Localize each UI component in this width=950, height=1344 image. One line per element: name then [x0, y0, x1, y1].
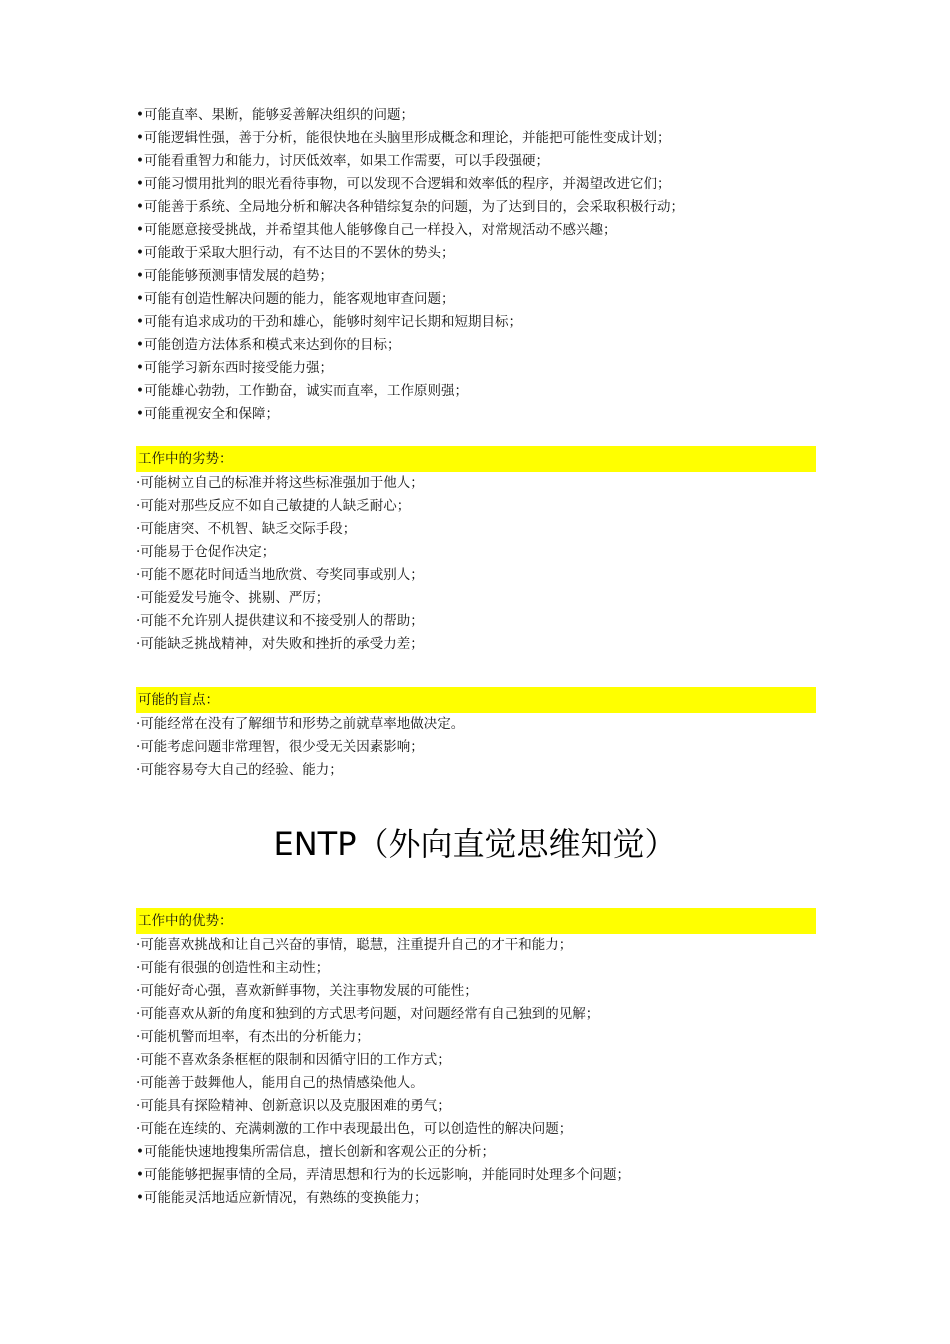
strengths-list-continued: [136, 104, 816, 426]
list-item: ·可能好奇心强，喜欢新鲜事物，关注事物发展的可能性；: [136, 983, 478, 999]
entp-strengths-section: [136, 908, 816, 1210]
list-item: ·可能对那些反应不如自己敏捷的人缺乏耐心；: [136, 498, 411, 514]
list-item: •可能雄心勃勃，工作勤奋，诚实而直率，工作原则强；: [136, 383, 468, 399]
list-item: ·可能容易夸大自己的经验、能力；: [136, 762, 343, 778]
list-item: ·可能不愿花时间适当地欣赏、夸奖同事或别人；: [136, 567, 424, 583]
list-item: •可能能够把握事情的全局，弄清思想和行为的长远影响，并能同时处理多个问题；: [136, 1167, 630, 1183]
list-item: ·可能经常在没有了解细节和形势之前就草率地做决定。: [136, 716, 465, 732]
list-item: •可能重视安全和保障；: [136, 406, 279, 422]
list-item: •可能能灵活地适应新情况，有熟练的变换能力；: [136, 1190, 428, 1206]
list-item: •可能能快速地搜集所需信息，擅长创新和客观公正的分析；: [136, 1144, 495, 1160]
list-item: •可能直率、果断，能够妥善解决组织的问题；: [136, 107, 414, 123]
list-item: •可能愿意接受挑战，并希望其他人能够像自己一样投入，对常规活动不感兴趣；: [136, 222, 617, 238]
list-item: •可能能够预测事情发展的趋势；: [136, 268, 333, 284]
blindspots-section: [136, 687, 816, 782]
entp-strengths-heading: 工作中的优势：: [136, 908, 816, 934]
list-item: ·可能机警而坦率，有杰出的分析能力；: [136, 1029, 370, 1045]
list-item: •可能善于系统、全局地分析和解决各种错综复杂的问题，为了达到目的，会采取积极行动；: [136, 199, 684, 215]
weaknesses-section: [136, 446, 816, 656]
section-title: ENTP（外向直觉思维知觉）: [273, 825, 677, 863]
list-item: ·可能喜欢从新的角度和独到的方式思考问题，对问题经常有自己独到的见解；: [136, 1006, 600, 1022]
list-item: ·可能有很强的创造性和主动性；: [136, 960, 330, 976]
list-item: ·可能树立自己的标准并将这些标准强加于他人；: [136, 475, 424, 491]
list-item: •可能习惯用批判的眼光看待事物，可以发现不合逻辑和效率低的程序，并渴望改进它们；: [136, 176, 671, 192]
blindspots-heading: 可能的盲点：: [136, 687, 816, 713]
list-item: ·可能善于鼓舞他人，能用自己的热情感染他人。: [136, 1075, 424, 1091]
list-item: ·可能缺乏挑战精神，对失败和挫折的承受力差；: [136, 636, 424, 652]
list-item: ·可能喜欢挑战和让自己兴奋的事情，聪慧，注重提升自己的才干和能力；: [136, 937, 573, 953]
weaknesses-heading: 工作中的劣势：: [136, 446, 816, 472]
list-item: ·可能考虑问题非常理智，很少受无关因素影响；: [136, 739, 424, 755]
list-item: •可能敢于采取大胆行动，有不达目的不罢休的势头；: [136, 245, 455, 261]
list-item: ·可能具有探险精神、创新意识以及克服困难的勇气；: [136, 1098, 451, 1114]
list-item: ·可能易于仓促作决定；: [136, 544, 276, 560]
list-item: ·可能爱发号施令、挑剔、严厉；: [136, 590, 330, 606]
list-item: ·可能在连续的、充满刺激的工作中表现最出色，可以创造性的解决问题；: [136, 1121, 573, 1137]
list-item: •可能看重智力和能力，讨厌低效率，如果工作需要，可以手段强硬；: [136, 153, 549, 169]
list-item: •可能有追求成功的干劲和雄心，能够时刻牢记长期和短期目标；: [136, 314, 522, 330]
list-item: ·可能不喜欢条条框框的限制和因循守旧的工作方式；: [136, 1052, 451, 1068]
list-item: •可能有创造性解决问题的能力，能客观地审查问题；: [136, 291, 455, 307]
list-item: ·可能不允许别人提供建议和不接受别人的帮助；: [136, 613, 424, 629]
list-item: •可能学习新东西时接受能力强；: [136, 360, 333, 376]
list-item: •可能逻辑性强，善于分析，能很快地在头脑里形成概念和理论，并能把可能性变成计划；: [136, 130, 671, 146]
list-item: •可能创造方法体系和模式来达到你的目标；: [136, 337, 401, 353]
list-item: ·可能唐突、不机智、缺乏交际手段；: [136, 521, 357, 537]
